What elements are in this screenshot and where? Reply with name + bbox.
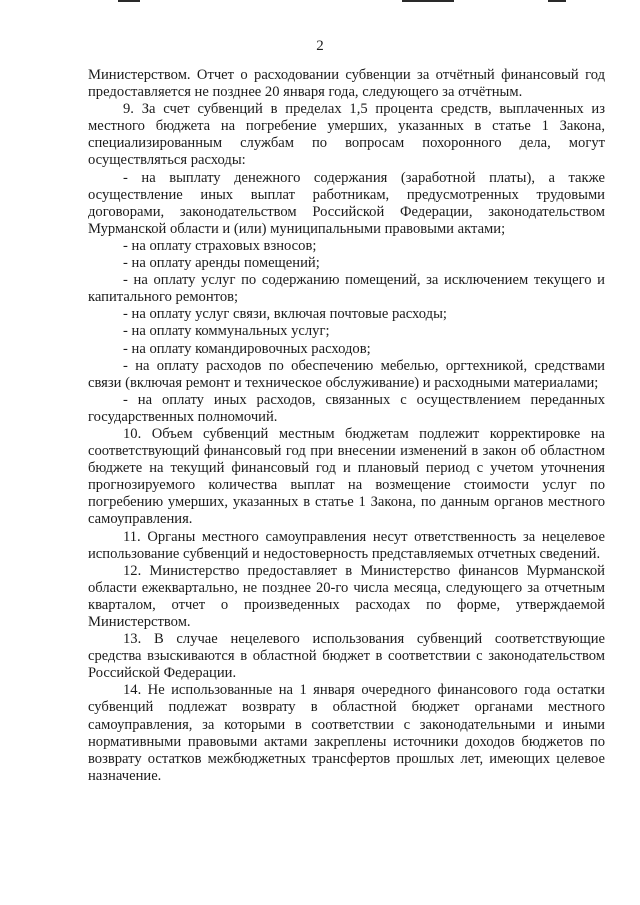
document-body [88, 67, 605, 785]
list-item-salary: - на выплату денежного содержания (заработной платы), а также осуществление иных выплат работникам, предусмотренных трудовыми договорами, законодательством Российской Федерации, законодательством Мурманской области и (или) муниципальными правовыми актами; [88, 169, 605, 237]
paragraph-item-13: 13. В случае нецелевого использования субвенций соответствующие средства взыскиваются в областной бюджет в соответствии с законодательством Российской Федерации. [88, 631, 605, 682]
list-item-other: - на оплату иных расходов, связанных с осуществлением переданных государственных полномочий. [88, 391, 605, 425]
list-item-utilities: - на оплату коммунальных услуг; [123, 323, 330, 340]
list-item-communication: - на оплату услуг связи, включая почтовые расходы; [123, 306, 447, 323]
list-item-rent: - на оплату аренды помещений; [123, 255, 320, 272]
paragraph-item-9: 9. За счет субвенций в пределах 1,5 процента средств, выплаченных из местного бюджета на погребение умерших, указанных в статье 1 Закона, специализированным службам по вопросам похоронного дела, могут осуществляться расходы: [88, 101, 605, 169]
page-number: 2 [316, 38, 324, 54]
top-edge-mark-left [118, 0, 140, 2]
list-item-insurance: - на оплату страховых взносов; [123, 237, 317, 254]
paragraph-item-12: 12. Министерство предоставляет в Министерство финансов Мурманской области ежеквартально, не позднее 20-го числа месяца, следующего за отчетным кварталом, отчет о произведенных расходах по форме, утверждаемой Министерством. [88, 562, 605, 630]
top-edge-mark-center [402, 0, 454, 2]
list-item-equipment: - на оплату расходов по обеспечению мебелью, оргтехникой, средствами связи (включая ремонт и техническое обслуживание) и расходными материалами; [88, 357, 605, 391]
list-item-maintenance: - на оплату услуг по содержанию помещений, за исключением текущего и капитального ремонтов; [88, 272, 605, 306]
top-edge-mark-right [548, 0, 566, 2]
list-item-travel: - на оплату командировочных расходов; [123, 340, 371, 357]
paragraph-item-11: 11. Органы местного самоуправления несут ответственность за нецелевое использование субвенций и недостоверность представляемых отчетных сведений. [88, 528, 605, 562]
paragraph-item-14: 14. Не использованные на 1 января очередного финансового года остатки субвенций подлежат возврату в областной бюджет органами местного самоуправления, за которыми в соответствии с законодательными и иными нормативными правовыми актами закреплены источники доходов бюджетов по возврату остатков межбюджетных трансфертов прошлых лет, имеющих целевое назначение. [88, 682, 605, 784]
paragraph-item-10: 10. Объем субвенций местным бюджетам подлежит корректировке на соответствующий финансовый год при внесении изменений в закон об областном бюджете на текущий финансовый год и плановый период с учетом уточнения прогнозируемого количества выплат на возмещение стоимости услуг по погребению умерших, указанных в статье 1 Закона, по данным органов местного самоуправления. [88, 425, 605, 528]
paragraph-continuation: Министерством. Отчет о расходовании субвенции за отчётный финансовый год предоставляется не позднее 20 января года, следующего за отчётным. [88, 67, 605, 101]
